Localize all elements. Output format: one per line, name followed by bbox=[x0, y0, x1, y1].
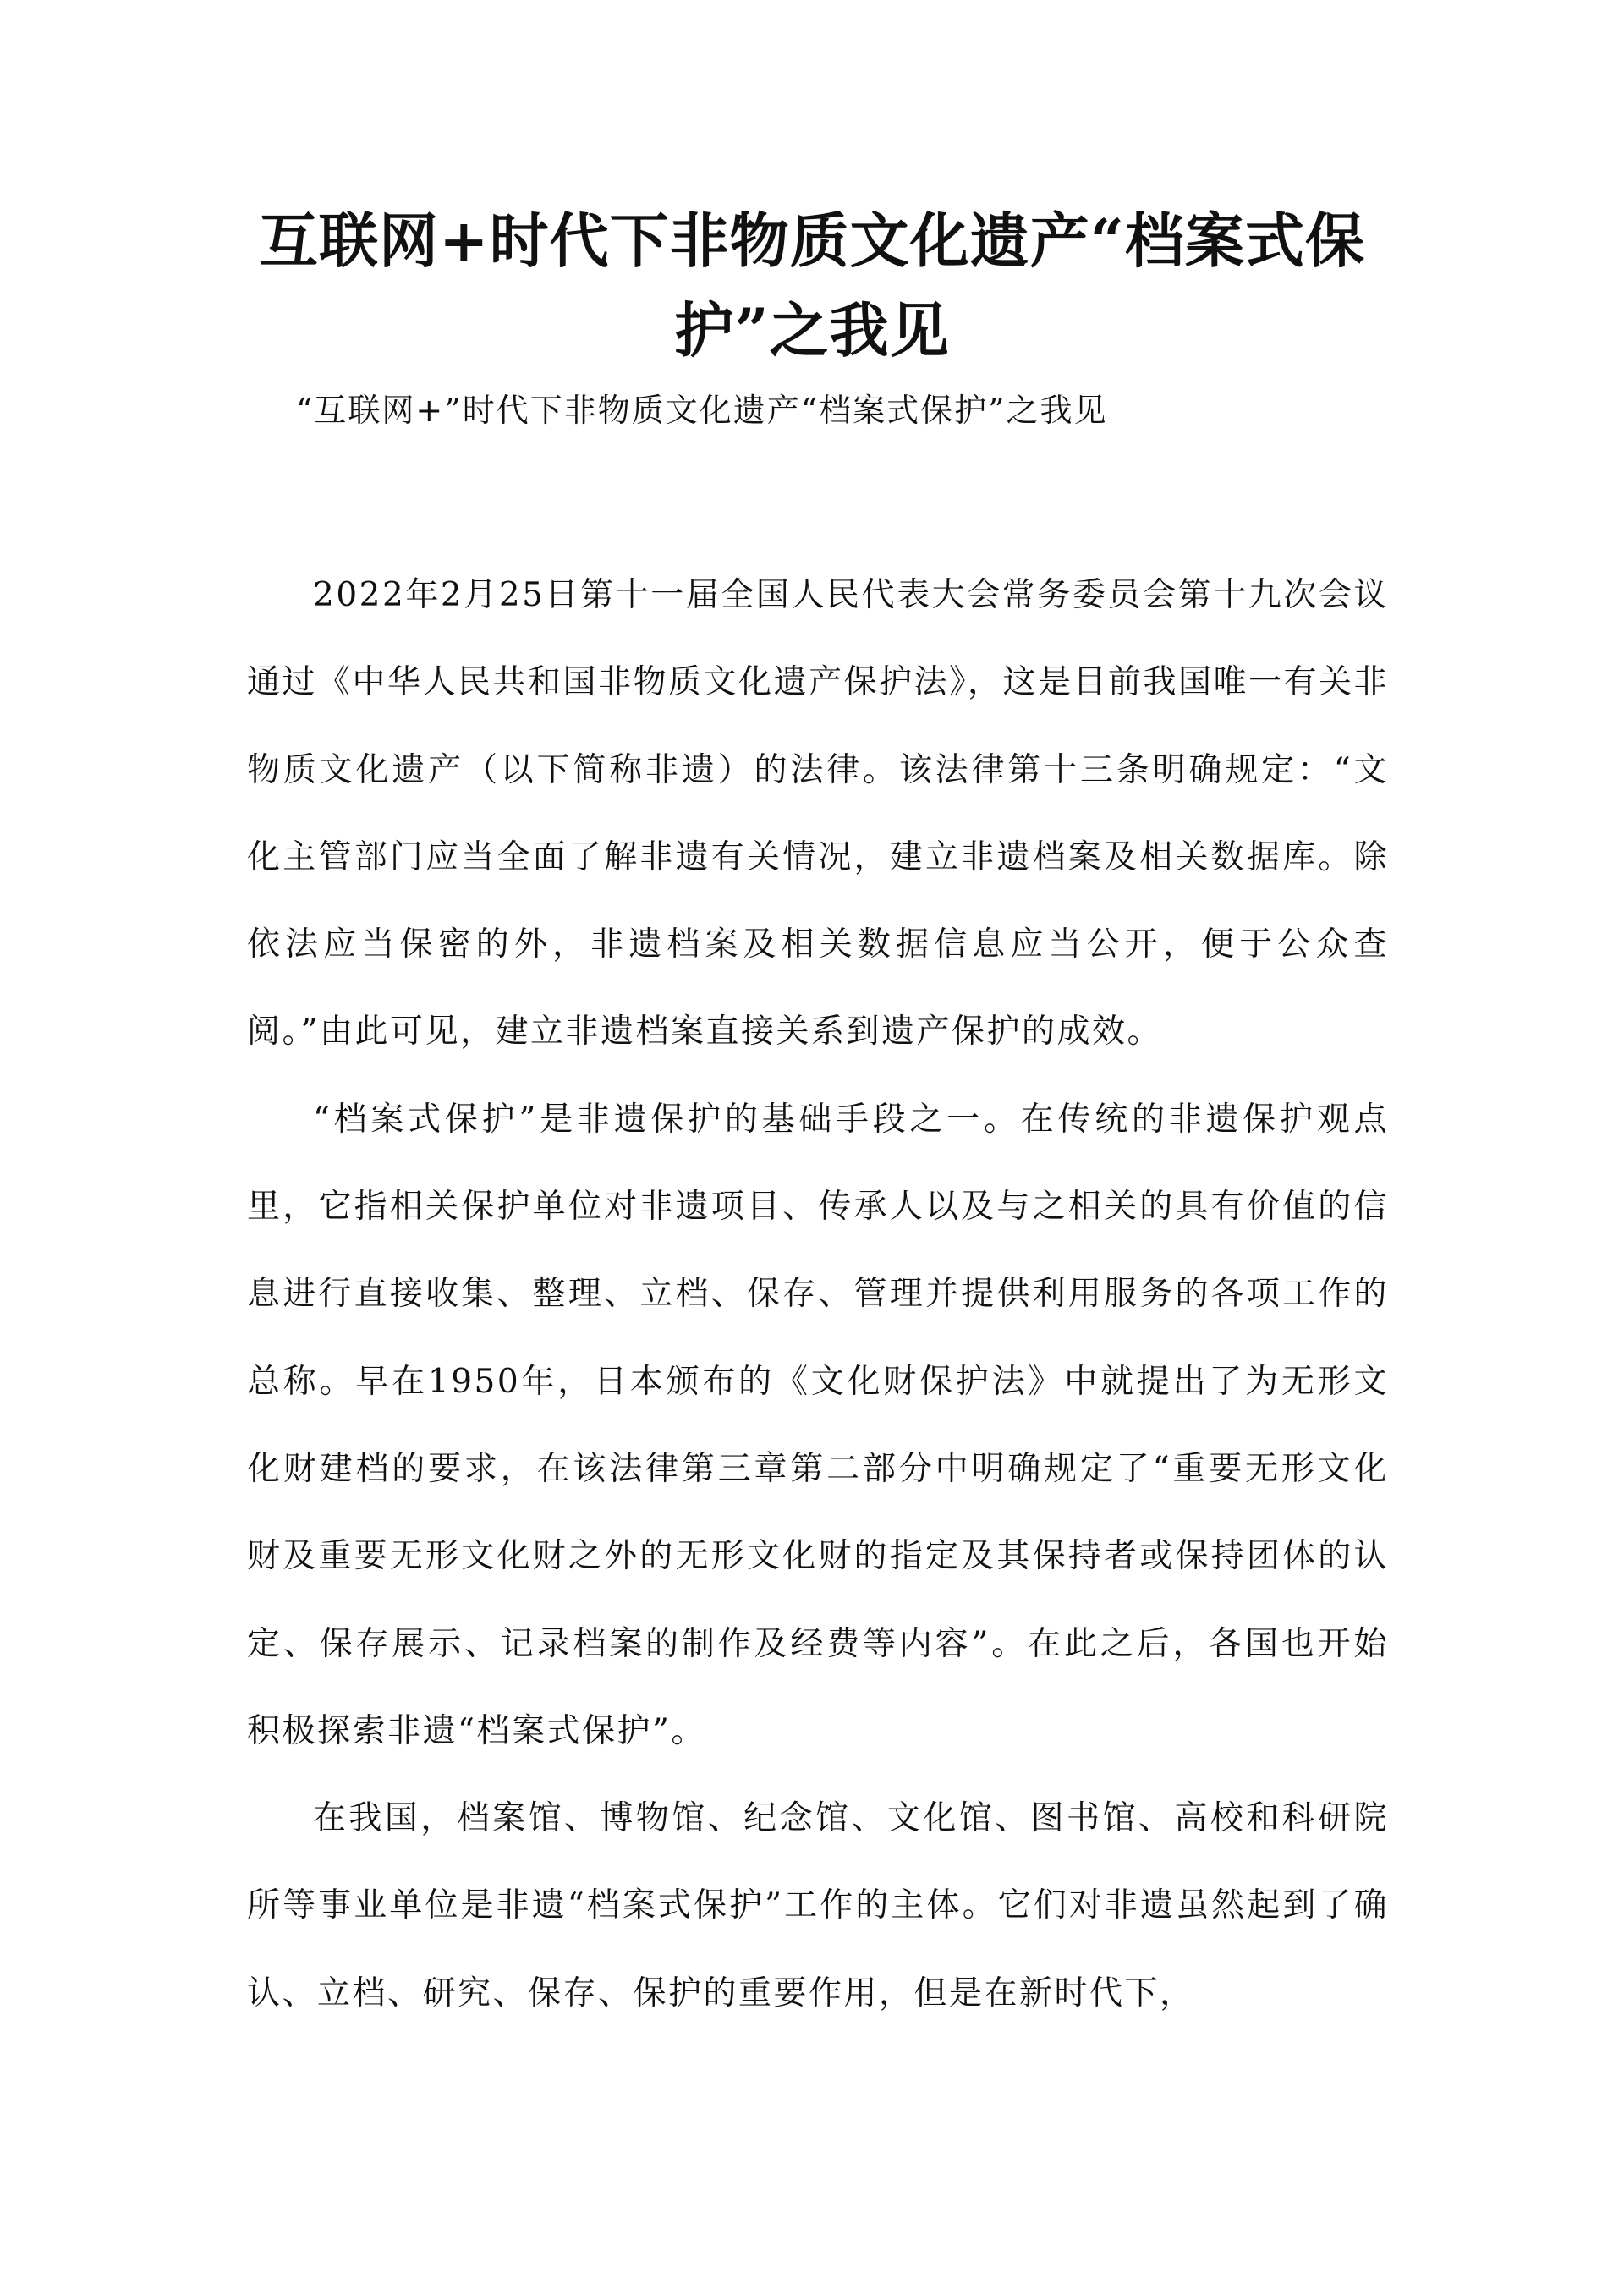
body-paragraph: “档案式保护”是非遗保护的基础手段之一。在传统的非遗保护观点里，它指相关保护单位对非遗项目、传承人以及与之相关的具有价值的信息进行直接收集、整理、立档、保存、管理并提供利用服务的各项工作的总称。早在1950年，日本颁布的《文化财保护法》中就提出了为无形文化财建档的要求，在该法律第三章第二部分中明确规定了“重要无形文化财及重要无形文化财之外的无形文化财的指定及其保持者或保持团体的认定、保存展示、记录档案的制作及经费等内容”。在此之后，各国也开始积极探索非遗“档案式保护”。 bbox=[247, 1100, 1389, 1750]
document-title: 互联网+时代下非物质文化遗产“档案式保护”之我见 bbox=[259, 206, 1365, 365]
body-paragraph: 在我国，档案馆、博物馆、纪念馆、文化馆、图书馆、高校和科研院所等事业单位是非遗“档案式保护”工作的主体。它们对非遗虽然起到了确认、立档、研究、保存、保护的重要作用，但是在新时代下， bbox=[247, 1799, 1389, 2012]
body-paragraph: 2022年2月25日第十一届全国人民代表大会常务委员会第十九次会议通过《中华人民共和国非物质文化遗产保护法》，这是目前我国唯一有关非物质文化遗产（以下简称非遗）的法律。该法律第十三条明确规定：“文化主管部门应当全面了解非遗有关情况，建立非遗档案及相关数据库。除依法应当保密的外，非遗档案及相关数据信息应当公开，便于公众查阅。”由此可见，建立非遗档案直接关系到遗产保护的成效。 bbox=[247, 576, 1390, 1051]
document-body bbox=[247, 552, 1389, 2037]
document-subtitle: “互联网+”时代下非物质文化遗产“档案式保护”之我见 bbox=[296, 392, 1108, 429]
